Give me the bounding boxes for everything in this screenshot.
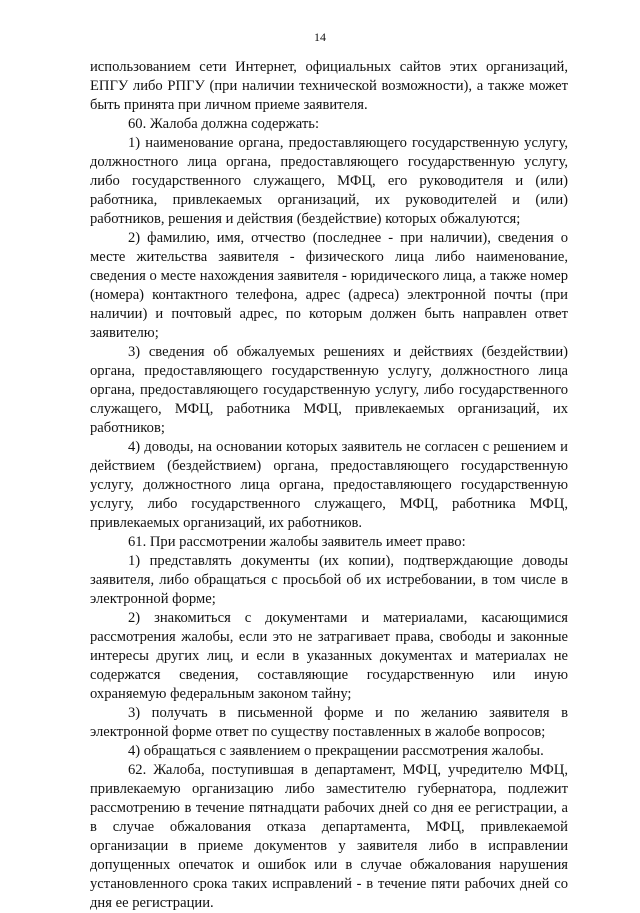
paragraph-61-item-4: 4) обращаться с заявлением о прекращении рассмотрения жалобы. [128,743,544,759]
paragraph-60-item-2: 2) фамилию, имя, отчество (последнее - при наличии), сведения о месте жительства заявителя - физического лица либо наименование, сведения о месте нахождения заявителя - юридического лица, а также номер (номера) контактного телефона, адрес (адреса) электронной почты (при наличии) и почтовый адрес, по которым должен быть направлен ответ заявителю; [90,230,568,341]
paragraph-61-item-2: 2) знакомиться с документами и материалами, касающимися рассмотрения жалобы, если это не затрагивает права, свободы и законные интересы других лиц, и если в указанных документах и материалах не содержатся сведения, составляющие государственную или иную охраняемую федеральным законом тайну; [90,610,568,702]
paragraph-61-item-3: 3) получать в письменной форме и по желанию заявителя в электронной форме ответ по существу поставленных в жалобе вопросов; [90,705,568,740]
paragraph-60-item-3: 3) сведения об обжалуемых решениях и действиях (бездействии) органа, предоставляющего государственную услугу, должностного лица органа, предоставляющего государственную услугу, либо государственного служащего, МФЦ, работника МФЦ, привлекаемых организаций, их работников; [90,344,568,436]
paragraph-60-item-4: 4) доводы, на основании которых заявитель не согласен с решением и действием (бездействием) органа, предоставляющего государственную услугу, должностного лица органа, предоставляющего государственную услугу, либо государственного служащего, МФЦ, работника МФЦ, привлекаемых организаций, их работников. [90,439,568,531]
paragraph-62: 62. Жалоба, поступившая в департамент, МФЦ, учредителю МФЦ, привлекаемую организацию либо заместителю губернатора, подлежит рассмотрению в течение пятнадцати рабочих дней со дня ее регистрации, а в случае обжалования отказа департамента, МФЦ, привлекаемой организации в приеме документов у заявителя либо в исправлении допущенных опечаток и ошибок или в случае обжалования нарушения установленного срока таких исправлений - в течение пяти рабочих дней со дня ее регистрации. [90,762,568,911]
paragraph-60-heading: 60. Жалоба должна содержать: [128,116,319,132]
paragraph-60-item-1: 1) наименование органа, предоставляющего государственную услугу, должностного лица органа, предоставляющего государственную услугу, либо государственного служащего, МФЦ, его руководителя и (или) работника, привлекаемых организаций, их руководителей и (или) работников, решения и действия (бездействие) которых обжалуются; [90,135,568,227]
document-body [90,58,568,913]
paragraph-continuation: использованием сети Интернет, официальных сайтов этих организаций, ЕПГУ либо РПГУ (при наличии технической возможности), а также может быть принята при личном приеме заявителя. [90,59,568,113]
paragraph-61-heading: 61. При рассмотрении жалобы заявитель имеет право: [128,534,466,550]
page-number: 14 [314,30,326,44]
paragraph-61-item-1: 1) представлять документы (их копии), подтверждающие доводы заявителя, либо обращаться с просьбой об их истребовании, в том числе в электронной форме; [90,553,568,607]
